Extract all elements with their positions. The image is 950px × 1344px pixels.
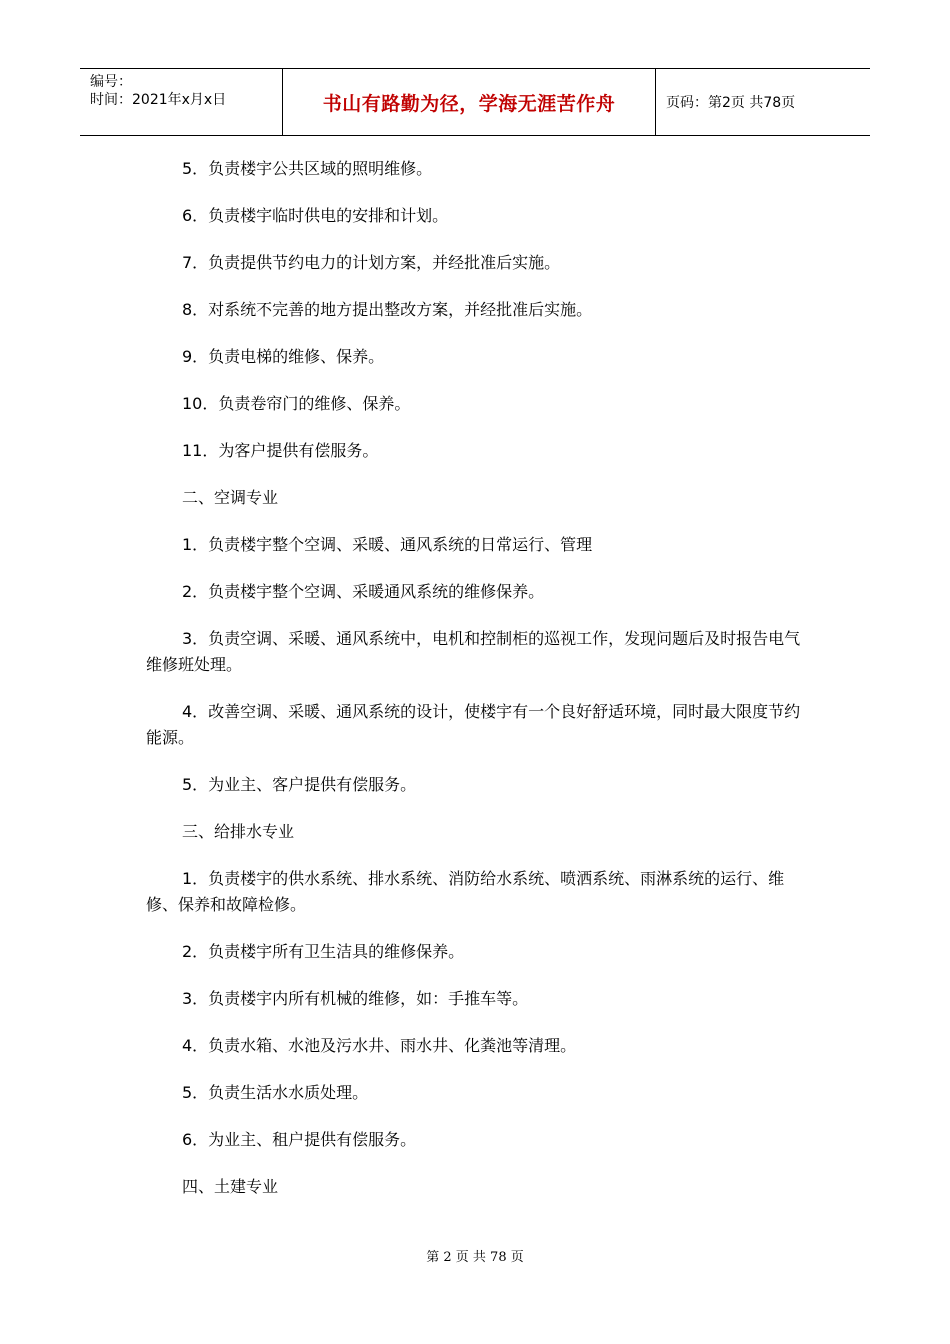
paragraph: 5．负责楼宇公共区域的照明维修。 [182,159,433,178]
header-page-info: 页码：第2页 共78页 [666,95,796,111]
paragraph: 3．负责空调、采暖、通风系统中，电机和控制柜的巡视工作，发现问题后及时报告电气维修班处理。 [146,629,801,674]
header-meta [80,69,282,135]
page-footer: 第 2 页 共 78 页 [426,1250,524,1265]
paragraph: 2．负责楼宇整个空调、采暖通风系统的维修保养。 [182,582,545,601]
paragraph: 9．负责电梯的维修、保养。 [182,347,385,366]
paragraph: 6．负责楼宇临时供电的安排和计划。 [182,206,449,225]
paragraph: 5．负责生活水水质处理。 [182,1083,369,1102]
section-heading: 二、空调专业 [182,488,279,507]
number-label: 编号： [90,74,132,90]
paragraph: 10．负责卷帘门的维修、保养。 [182,394,411,413]
paragraph: 5．为业主、客户提供有偿服务。 [182,775,417,794]
document-header [80,68,870,136]
paragraph: 3．负责楼宇内所有机械的维修，如：手推车等。 [182,989,529,1008]
paragraph: 6．为业主、租户提供有偿服务。 [182,1130,417,1149]
paragraph: 7．负责提供节约电力的计划方案，并经批准后实施。 [182,253,561,272]
paragraph: 2．负责楼宇所有卫生洁具的维修保养。 [182,942,465,961]
paragraph: 8．对系统不完善的地方提出整改方案，并经批准后实施。 [182,300,593,319]
paragraph: 1．负责楼宇的供水系统、排水系统、消防给水系统、喷洒系统、雨淋系统的运行、维修、保养和故障检修。 [146,869,785,914]
section-heading: 四、土建专业 [182,1177,279,1196]
document-body [146,156,810,1200]
paragraph: 11．为客户提供有偿服务。 [182,441,379,460]
header-motto: 书山有路勤为径，学海无涯苦作舟 [282,69,656,135]
section-heading: 三、给排水专业 [182,822,295,841]
paragraph: 1．负责楼宇整个空调、采暖、通风系统的日常运行、管理 [182,535,593,554]
time-label: 时间：2021年x月x日 [90,92,227,108]
paragraph: 4．负责水箱、水池及污水井、雨水井、化粪池等清理。 [182,1036,577,1055]
paragraph: 4．改善空调、采暖、通风系统的设计，使楼宇有一个良好舒适环境，同时最大限度节约能源。 [146,702,801,747]
